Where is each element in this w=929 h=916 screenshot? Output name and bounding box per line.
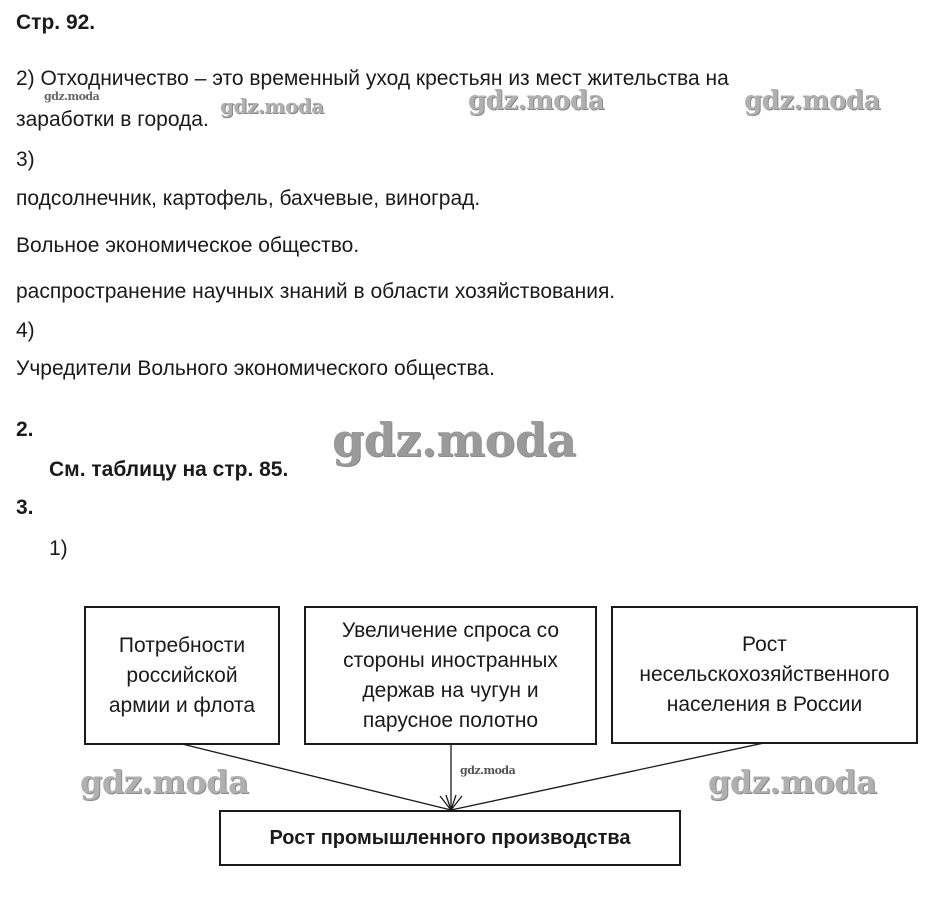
cause-box-army-navy-line: армии и флота <box>108 693 256 717</box>
watermark: gdz.moda <box>332 413 576 467</box>
task-3-number: 3. <box>16 496 34 519</box>
task-2-text: См. таблицу на стр. 85. <box>49 458 289 481</box>
answer-society: Вольное экономическое общество. <box>16 234 360 257</box>
answer-otkhodnichestvo-line1: 2) Отходничество – это временный уход крестьян из мест жительства на <box>16 67 729 90</box>
cause-box-army-navy-line: Потребности <box>118 633 246 657</box>
watermark: gdz.moda <box>744 86 881 116</box>
watermark: gdz.moda <box>468 86 605 116</box>
result-box-industrial-growth <box>219 810 681 866</box>
watermark: gdz.moda <box>44 90 100 103</box>
cause-box-foreign-demand-line: Увеличение спроса со <box>341 618 560 642</box>
subsection-4-number: 4) <box>16 319 35 342</box>
task-3-subnumber: 1) <box>49 537 68 560</box>
page-title: Стр. 92. <box>16 11 96 34</box>
subsection-3-number: 3) <box>16 148 35 171</box>
cause-box-foreign-demand-line: стороны иностранных <box>343 648 558 672</box>
watermark: gdz.moda <box>220 94 324 118</box>
cause-box-foreign-demand-line: держав на чугун и <box>362 678 539 702</box>
answer-spread: распространение научных знаний в области хозяйствования. <box>16 280 616 303</box>
cause-box-foreign-demand-line: парусное полотно <box>362 708 539 732</box>
cause-box-army-navy <box>84 606 280 745</box>
watermark: gdz.moda <box>80 763 249 801</box>
watermark: gdz.moda <box>708 763 877 801</box>
cause-box-population-line: Рост <box>742 633 787 656</box>
result-box-label: Рост промышленного производства <box>269 827 631 849</box>
cause-box-foreign-demand <box>304 606 597 745</box>
answer-crops: подсолнечник, картофель, бахчевые, виноград. <box>16 187 481 210</box>
answer-otkhodnichestvo-line2: заработки в города. <box>16 108 209 131</box>
cause-box-population-line: населения в России <box>666 693 863 716</box>
cause-box-army-navy-line: российской <box>126 663 238 687</box>
task-2-number: 2. <box>16 418 34 441</box>
watermark: gdz.moda <box>460 764 516 777</box>
answer-founders: Учредители Вольного экономического общества. <box>16 357 495 380</box>
cause-box-population-line: несельскохозяйственного <box>639 663 890 686</box>
cause-box-population <box>611 606 918 744</box>
